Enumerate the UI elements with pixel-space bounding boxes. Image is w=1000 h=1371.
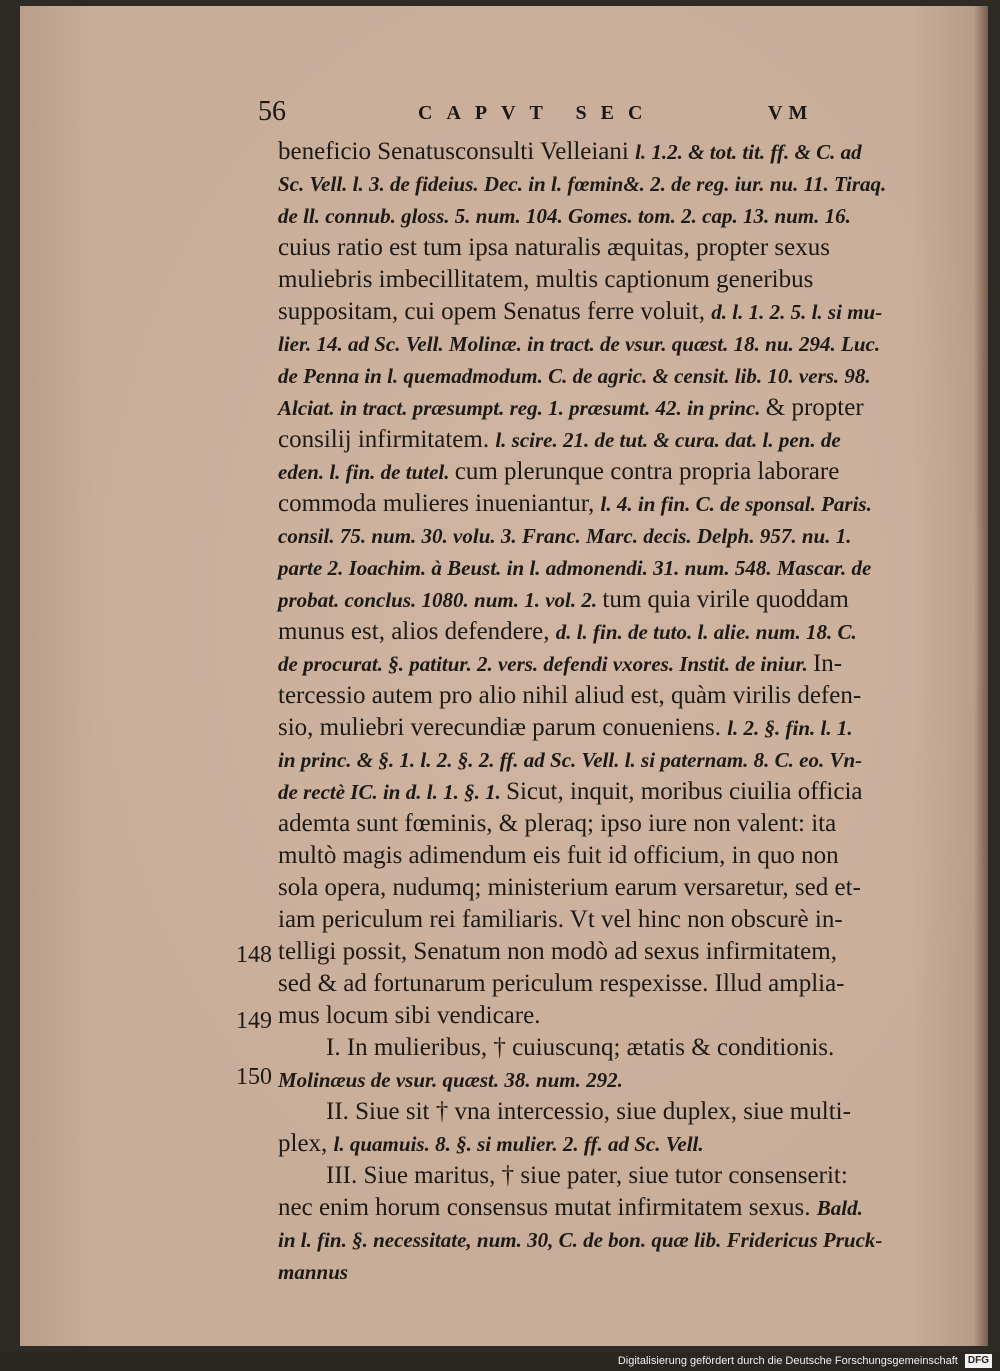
citation-reference: l. 4. in fin. C. de sponsal. Paris. bbox=[600, 492, 872, 516]
citation-reference: de rectè IC. in d. l. 1. §. 1. bbox=[278, 780, 507, 804]
text-run: I. In mulieribus, † cuiuscunq; ætatis & conditionis. bbox=[326, 1034, 835, 1061]
text-run: parte 2. Ioachim. à Beust. in l. admonendi. 31. num. 548. Mascar. de bbox=[278, 556, 872, 580]
text-line bbox=[278, 1000, 938, 1032]
text-line bbox=[278, 424, 938, 456]
margin-number: 148 bbox=[236, 942, 272, 968]
text-line bbox=[278, 296, 938, 328]
margin-number: 150 bbox=[236, 1064, 272, 1090]
text-line bbox=[278, 1064, 938, 1096]
text-line bbox=[278, 872, 938, 904]
text-run: in princ. & §. 1. l. 2. §. 2. ff. ad Sc. Vell. l. si paternam. 8. C. eo. Vn- bbox=[278, 748, 863, 772]
text-run: plex, bbox=[278, 1130, 334, 1157]
margin-number: 149 bbox=[236, 1008, 272, 1034]
text-run: iam periculum rei familiaris. Vt vel hinc non obscurè in- bbox=[278, 906, 843, 933]
text-line bbox=[278, 936, 938, 968]
text-run: nec enim horum consensus mutat infirmitatem sexus. bbox=[278, 1194, 817, 1221]
text-line bbox=[278, 1256, 938, 1288]
text-line bbox=[278, 808, 938, 840]
text-line bbox=[278, 232, 938, 264]
text-line bbox=[278, 968, 938, 1000]
citation-reference: l. quamuis. 8. §. si mulier. 2. ff. ad Sc. Vell. bbox=[333, 1132, 704, 1156]
page-number: 56 bbox=[258, 96, 286, 127]
text-line bbox=[278, 616, 938, 648]
text-run: munus est, alios defendere, bbox=[278, 618, 556, 645]
text-line bbox=[278, 520, 938, 552]
text-run: beneficio Senatusconsulti Velleiani bbox=[278, 138, 636, 165]
page-header bbox=[258, 92, 838, 136]
text-line bbox=[278, 488, 938, 520]
citation-reference: l. 1.2. & tot. tit. ff. & C. ad bbox=[635, 140, 862, 164]
text-line bbox=[278, 168, 938, 200]
page-edge-shadow bbox=[974, 6, 988, 1346]
text-line bbox=[278, 200, 938, 232]
citation-reference: Alciat. in tract. præsumpt. reg. 1. præsumt. 42. in princ. bbox=[278, 396, 766, 420]
text-line bbox=[278, 456, 938, 488]
text-run: tercessio autem pro alio nihil aliud est, quàm virilis defen- bbox=[278, 682, 862, 709]
citation-reference: Bald. bbox=[816, 1196, 863, 1220]
text-line bbox=[278, 648, 938, 680]
text-line bbox=[278, 840, 938, 872]
text-run: Molinæus de vsur. quæst. 38. num. 292. bbox=[278, 1068, 623, 1092]
running-head-end: VM bbox=[768, 102, 814, 124]
text-run: ademta sunt fœminis, & pleraq; ipso iure non valent: ita bbox=[278, 810, 837, 837]
text-run: multò magis adimendum eis fuit id officium, in quo non bbox=[278, 842, 839, 869]
text-run: suppositam, cui opem Senatus ferre voluit, bbox=[278, 298, 712, 325]
text-line bbox=[278, 392, 938, 424]
text-line bbox=[278, 904, 938, 936]
digitization-credit bbox=[618, 1353, 992, 1369]
citation-reference: l. scire. 21. de tut. & cura. dat. l. pen. de bbox=[495, 428, 841, 452]
text-line bbox=[278, 776, 938, 808]
text-run: mus locum sibi vendicare. bbox=[278, 1002, 541, 1029]
text-line bbox=[278, 1128, 938, 1160]
text-run: telligi possit, Senatum non modò ad sexus infirmitatem, bbox=[278, 938, 837, 965]
body-text bbox=[278, 136, 938, 1288]
text-run: cum plerunque contra propria laborare bbox=[454, 458, 840, 485]
text-run: in l. fin. §. necessitate, num. 30, C. de bon. quæ lib. Fridericus Pruck- bbox=[278, 1228, 883, 1252]
text-run: consil. 75. num. 30. volu. 3. Franc. Marc. decis. Delph. 957. nu. 1. bbox=[278, 524, 852, 548]
text-line bbox=[278, 360, 938, 392]
citation-reference: d. l. fin. de tuto. l. alie. num. 18. C. bbox=[555, 620, 857, 644]
text-line bbox=[278, 1192, 938, 1224]
text-run: de Penna in l. quemadmodum. C. de agric. & censit. lib. 10. vers. 98. bbox=[278, 364, 871, 388]
text-line bbox=[278, 744, 938, 776]
text-run: & propter bbox=[765, 394, 864, 421]
text-run: consilij infirmitatem. bbox=[278, 426, 496, 453]
text-run: lier. 14. ad Sc. Vell. Molinæ. in tract. de vsur. quæst. 18. nu. 294. Luc. bbox=[278, 332, 881, 356]
text-line bbox=[278, 328, 938, 360]
text-run: III. Siue maritus, † siue pater, siue tutor consenserit: bbox=[326, 1162, 848, 1189]
text-run: muliebris imbecillitatem, multis captionum generibus bbox=[278, 266, 814, 293]
text-run: Sc. Vell. l. 3. de fideius. Dec. in l. fœmin&. 2. de reg. iur. nu. 11. Tiraq. bbox=[278, 172, 887, 196]
text-run: cuius ratio est tum ipsa naturalis æquitas, propter sexus bbox=[278, 234, 830, 261]
text-line bbox=[278, 1096, 938, 1128]
citation-reference: d. l. 1. 2. 5. l. si mu- bbox=[711, 300, 883, 324]
text-run: In- bbox=[812, 650, 843, 677]
text-run: mannus bbox=[278, 1260, 349, 1284]
text-line bbox=[278, 264, 938, 296]
text-line bbox=[278, 1032, 938, 1064]
text-run: tum quia virile quoddam bbox=[602, 586, 849, 613]
text-line bbox=[278, 584, 938, 616]
text-run: sed & ad fortunarum periculum respexisse. Illud amplia- bbox=[278, 970, 845, 997]
text-run: Sicut, inquit, moribus ciuilia officia bbox=[506, 778, 863, 805]
text-line bbox=[278, 552, 938, 584]
text-run: commoda mulieres inueniantur, bbox=[278, 490, 601, 517]
text-line bbox=[278, 1160, 938, 1192]
text-line bbox=[278, 136, 938, 168]
citation-reference: probat. conclus. 1080. num. 1. vol. 2. bbox=[278, 588, 603, 612]
dfg-logo: DFG bbox=[965, 1354, 992, 1368]
running-head: CAPVT SEC bbox=[418, 102, 657, 124]
citation-reference: eden. l. fin. de tutel. bbox=[278, 460, 455, 484]
text-run: sola opera, nudumq; ministerium earum versaretur, sed et- bbox=[278, 874, 861, 901]
text-run: sio, muliebri verecundiæ parum conueniens. bbox=[278, 714, 728, 741]
text-run: II. Siue sit † vna intercessio, siue duplex, siue multi- bbox=[326, 1098, 851, 1125]
credit-text: Digitalisierung gefördert durch die Deutsche Forschungsgemeinschaft bbox=[617, 1355, 958, 1367]
text-run: de ll. connub. gloss. 5. num. 104. Gomes. tom. 2. cap. 13. num. 16. bbox=[278, 204, 851, 228]
text-line bbox=[278, 712, 938, 744]
citation-reference: de procurat. §. patitur. 2. vers. defendi vxores. Instit. de iniur. bbox=[278, 652, 813, 676]
citation-reference: l. 2. §. fin. l. 1. bbox=[727, 716, 853, 740]
text-line bbox=[278, 680, 938, 712]
text-line bbox=[278, 1224, 938, 1256]
